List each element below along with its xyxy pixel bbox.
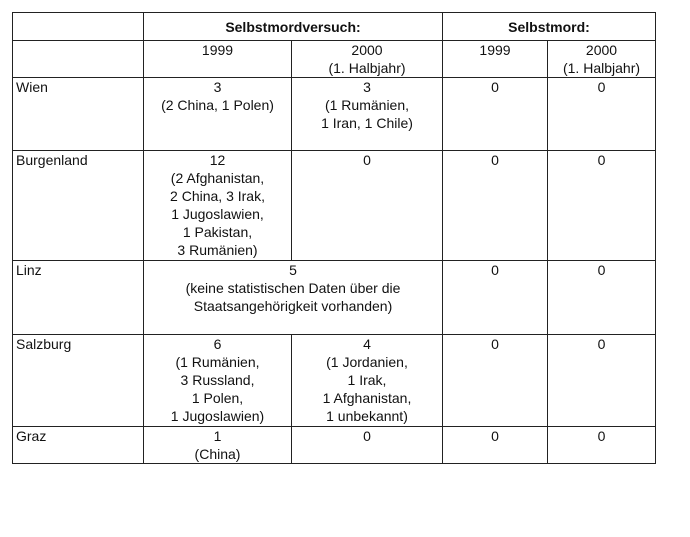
cell-attempt-2000: 0 [292,427,443,464]
cell-attempt-1999: 6 (1 Rumänien, 3 Russland, 1 Polen, 1 Jugoslawien) [144,335,292,427]
table-row [13,78,656,151]
cell-suicide-1999: 0 [443,261,548,335]
table-row [13,427,656,464]
cell-suicide-2000: 0 [548,261,656,335]
group-header-suicide: Selbstmord: [443,13,656,41]
year-header-attempt-1999: 1999 [144,41,292,78]
year-header-suicide-1999: 1999 [443,41,548,78]
cell-suicide-2000: 0 [548,78,656,151]
header-year-row [13,41,656,78]
cell-suicide-2000: 0 [548,427,656,464]
header-group-row [13,13,656,41]
row-label: Salzburg [13,335,144,427]
cell-attempt-2000: 4 (1 Jordanien, 1 Irak, 1 Afghanistan, 1 unbekannt) [292,335,443,427]
empty-subheader-cell [13,41,144,78]
empty-corner-cell [13,13,144,41]
year-header-attempt-2000: 2000 (1. Halbjahr) [292,41,443,78]
cell-suicide-2000: 0 [548,335,656,427]
cell-attempt-2000: 3 (1 Rumänien, 1 Iran, 1 Chile) [292,78,443,151]
row-label: Graz [13,427,144,464]
year-header-suicide-2000: 2000 (1. Halbjahr) [548,41,656,78]
statistics-table [12,12,656,464]
table-row [13,335,656,427]
cell-suicide-1999: 0 [443,78,548,151]
row-label: Burgenland [13,151,144,261]
cell-attempt-1999: 12 (2 Afghanistan, 2 China, 3 Irak, 1 Jugoslawien, 1 Pakistan, 3 Rumänien) [144,151,292,261]
cell-suicide-2000: 0 [548,151,656,261]
row-label: Wien [13,78,144,151]
group-header-attempt: Selbstmordversuch: [144,13,443,41]
cell-attempt-merged: 5 (keine statistischen Daten über die Staatsangehörigkeit vorhanden) [144,261,443,335]
cell-suicide-1999: 0 [443,427,548,464]
table-row [13,261,656,335]
table-row [13,151,656,261]
row-label: Linz [13,261,144,335]
cell-suicide-1999: 0 [443,151,548,261]
cell-attempt-1999: 3 (2 China, 1 Polen) [144,78,292,151]
cell-suicide-1999: 0 [443,335,548,427]
cell-attempt-2000: 0 [292,151,443,261]
cell-attempt-1999: 1 (China) [144,427,292,464]
